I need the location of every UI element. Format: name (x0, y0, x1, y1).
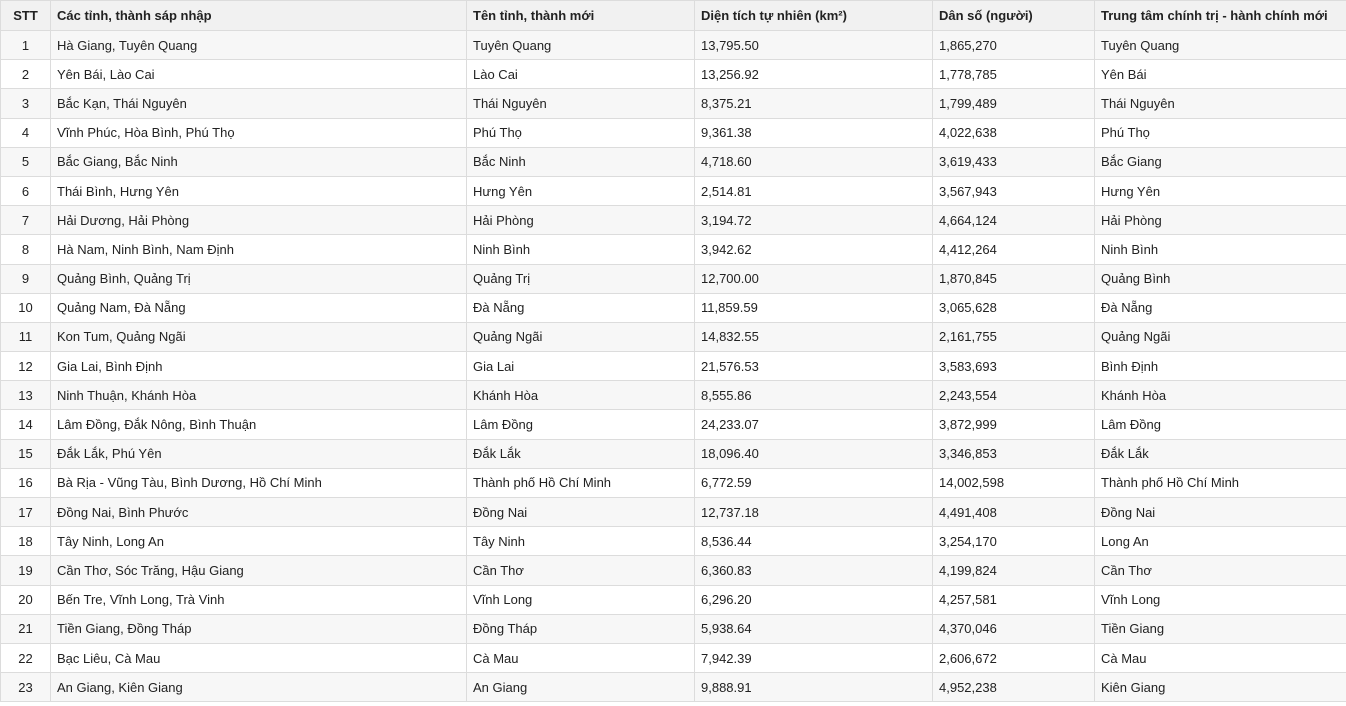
cell-stt: 5 (1, 147, 51, 176)
cell-admin-center: Cần Thơ (1095, 556, 1346, 585)
header-row (1, 1, 1346, 31)
cell-population: 4,199,824 (933, 556, 1095, 585)
cell-stt: 12 (1, 352, 51, 381)
cell-population: 1,865,270 (933, 31, 1095, 60)
cell-admin-center: Thành phố Hồ Chí Minh (1095, 468, 1346, 497)
cell-population: 1,799,489 (933, 89, 1095, 118)
cell-merged-provinces: Đắk Lắk, Phú Yên (51, 439, 467, 468)
cell-merged-provinces: Đồng Nai, Bình Phước (51, 498, 467, 527)
table-row (1, 264, 1346, 293)
cell-merged-provinces: Bạc Liêu, Cà Mau (51, 643, 467, 672)
cell-new-name: Đồng Nai (467, 498, 695, 527)
cell-admin-center: Đà Nẵng (1095, 293, 1346, 322)
table-row (1, 31, 1346, 60)
cell-population: 2,606,672 (933, 643, 1095, 672)
cell-stt: 18 (1, 527, 51, 556)
cell-area: 8,555.86 (695, 381, 933, 410)
header-stt: STT (1, 1, 51, 31)
cell-population: 4,022,638 (933, 118, 1095, 147)
cell-new-name: Hải Phòng (467, 206, 695, 235)
cell-stt: 4 (1, 118, 51, 147)
cell-population: 4,664,124 (933, 206, 1095, 235)
cell-merged-provinces: Quảng Bình, Quảng Trị (51, 264, 467, 293)
cell-stt: 6 (1, 176, 51, 205)
cell-stt: 2 (1, 60, 51, 89)
cell-area: 3,942.62 (695, 235, 933, 264)
table-row (1, 293, 1346, 322)
cell-new-name: Lâm Đồng (467, 410, 695, 439)
cell-merged-provinces: Cần Thơ, Sóc Trăng, Hậu Giang (51, 556, 467, 585)
cell-merged-provinces: Bắc Kạn, Thái Nguyên (51, 89, 467, 118)
cell-population: 1,778,785 (933, 60, 1095, 89)
table-row (1, 498, 1346, 527)
cell-stt: 21 (1, 614, 51, 643)
table-row (1, 643, 1346, 672)
table-row (1, 352, 1346, 381)
cell-stt: 9 (1, 264, 51, 293)
table-header (1, 1, 1346, 31)
cell-new-name: Bắc Ninh (467, 147, 695, 176)
cell-merged-provinces: Ninh Thuận, Khánh Hòa (51, 381, 467, 410)
cell-population: 3,065,628 (933, 293, 1095, 322)
cell-new-name: Thái Nguyên (467, 89, 695, 118)
cell-merged-provinces: Hải Dương, Hải Phòng (51, 206, 467, 235)
cell-new-name: Hưng Yên (467, 176, 695, 205)
header-merged-provinces: Các tỉnh, thành sáp nhập (51, 1, 467, 31)
cell-stt: 7 (1, 206, 51, 235)
cell-area: 14,832.55 (695, 322, 933, 351)
header-population: Dân số (người) (933, 1, 1095, 31)
cell-new-name: Cần Thơ (467, 556, 695, 585)
cell-admin-center: Hải Phòng (1095, 206, 1346, 235)
cell-new-name: Tuyên Quang (467, 31, 695, 60)
cell-new-name: Phú Thọ (467, 118, 695, 147)
cell-merged-provinces: Bến Tre, Vĩnh Long, Trà Vinh (51, 585, 467, 614)
cell-population: 4,491,408 (933, 498, 1095, 527)
cell-admin-center: Phú Thọ (1095, 118, 1346, 147)
cell-new-name: Quảng Ngãi (467, 322, 695, 351)
header-area: Diện tích tự nhiên (km²) (695, 1, 933, 31)
cell-stt: 3 (1, 89, 51, 118)
cell-admin-center: Long An (1095, 527, 1346, 556)
cell-area: 6,296.20 (695, 585, 933, 614)
cell-new-name: Quảng Trị (467, 264, 695, 293)
cell-population: 2,243,554 (933, 381, 1095, 410)
cell-population: 3,872,999 (933, 410, 1095, 439)
table-row (1, 585, 1346, 614)
cell-new-name: Lào Cai (467, 60, 695, 89)
cell-merged-provinces: Yên Bái, Lào Cai (51, 60, 467, 89)
cell-population: 3,583,693 (933, 352, 1095, 381)
header-admin-center: Trung tâm chính trị - hành chính mới (1095, 1, 1346, 31)
cell-admin-center: Đồng Nai (1095, 498, 1346, 527)
cell-admin-center: Bắc Giang (1095, 147, 1346, 176)
cell-stt: 14 (1, 410, 51, 439)
table-row (1, 206, 1346, 235)
cell-stt: 15 (1, 439, 51, 468)
cell-stt: 22 (1, 643, 51, 672)
cell-new-name: Vĩnh Long (467, 585, 695, 614)
cell-admin-center: Cà Mau (1095, 643, 1346, 672)
table-row (1, 468, 1346, 497)
cell-admin-center: Kiên Giang (1095, 673, 1346, 702)
cell-area: 7,942.39 (695, 643, 933, 672)
cell-stt: 11 (1, 322, 51, 351)
cell-merged-provinces: An Giang, Kiên Giang (51, 673, 467, 702)
cell-area: 8,375.21 (695, 89, 933, 118)
cell-area: 6,772.59 (695, 468, 933, 497)
cell-stt: 20 (1, 585, 51, 614)
table-row (1, 410, 1346, 439)
table-row (1, 60, 1346, 89)
cell-admin-center: Yên Bái (1095, 60, 1346, 89)
cell-stt: 19 (1, 556, 51, 585)
cell-area: 5,938.64 (695, 614, 933, 643)
cell-population: 2,161,755 (933, 322, 1095, 351)
cell-merged-provinces: Bà Rịa - Vũng Tàu, Bình Dương, Hồ Chí Minh (51, 468, 467, 497)
cell-area: 6,360.83 (695, 556, 933, 585)
cell-population: 14,002,598 (933, 468, 1095, 497)
table-row (1, 176, 1346, 205)
cell-area: 3,194.72 (695, 206, 933, 235)
cell-admin-center: Lâm Đồng (1095, 410, 1346, 439)
cell-merged-provinces: Bắc Giang, Bắc Ninh (51, 147, 467, 176)
cell-new-name: Thành phố Hồ Chí Minh (467, 468, 695, 497)
cell-population: 4,952,238 (933, 673, 1095, 702)
cell-stt: 10 (1, 293, 51, 322)
cell-merged-provinces: Kon Tum, Quảng Ngãi (51, 322, 467, 351)
table-row (1, 527, 1346, 556)
cell-merged-provinces: Quảng Nam, Đà Nẵng (51, 293, 467, 322)
cell-new-name: Khánh Hòa (467, 381, 695, 410)
cell-merged-provinces: Hà Nam, Ninh Bình, Nam Định (51, 235, 467, 264)
cell-area: 11,859.59 (695, 293, 933, 322)
cell-population: 1,870,845 (933, 264, 1095, 293)
cell-new-name: Gia Lai (467, 352, 695, 381)
table-row (1, 235, 1346, 264)
cell-admin-center: Ninh Bình (1095, 235, 1346, 264)
cell-merged-provinces: Lâm Đồng, Đắk Nông, Bình Thuận (51, 410, 467, 439)
cell-admin-center: Khánh Hòa (1095, 381, 1346, 410)
table-row (1, 673, 1346, 702)
cell-merged-provinces: Vĩnh Phúc, Hòa Bình, Phú Thọ (51, 118, 467, 147)
cell-merged-provinces: Thái Bình, Hưng Yên (51, 176, 467, 205)
cell-area: 13,795.50 (695, 31, 933, 60)
cell-new-name: Tây Ninh (467, 527, 695, 556)
cell-population: 4,412,264 (933, 235, 1095, 264)
cell-area: 4,718.60 (695, 147, 933, 176)
cell-area: 8,536.44 (695, 527, 933, 556)
cell-merged-provinces: Tây Ninh, Long An (51, 527, 467, 556)
cell-merged-provinces: Gia Lai, Bình Định (51, 352, 467, 381)
cell-population: 3,254,170 (933, 527, 1095, 556)
cell-area: 9,888.91 (695, 673, 933, 702)
cell-admin-center: Đắk Lắk (1095, 439, 1346, 468)
table-row (1, 439, 1346, 468)
cell-area: 9,361.38 (695, 118, 933, 147)
table-row (1, 89, 1346, 118)
cell-admin-center: Quảng Ngãi (1095, 322, 1346, 351)
cell-admin-center: Thái Nguyên (1095, 89, 1346, 118)
cell-area: 24,233.07 (695, 410, 933, 439)
cell-new-name: Đà Nẵng (467, 293, 695, 322)
cell-area: 18,096.40 (695, 439, 933, 468)
cell-merged-provinces: Hà Giang, Tuyên Quang (51, 31, 467, 60)
cell-admin-center: Quảng Bình (1095, 264, 1346, 293)
table-row (1, 381, 1346, 410)
cell-stt: 17 (1, 498, 51, 527)
cell-admin-center: Bình Định (1095, 352, 1346, 381)
table-row (1, 118, 1346, 147)
cell-area: 12,700.00 (695, 264, 933, 293)
table-row (1, 556, 1346, 585)
cell-stt: 23 (1, 673, 51, 702)
cell-population: 4,257,581 (933, 585, 1095, 614)
cell-area: 2,514.81 (695, 176, 933, 205)
cell-admin-center: Vĩnh Long (1095, 585, 1346, 614)
cell-population: 3,567,943 (933, 176, 1095, 205)
cell-area: 21,576.53 (695, 352, 933, 381)
table-row (1, 147, 1346, 176)
table-row (1, 322, 1346, 351)
cell-population: 3,619,433 (933, 147, 1095, 176)
cell-stt: 13 (1, 381, 51, 410)
cell-stt: 1 (1, 31, 51, 60)
cell-new-name: Cà Mau (467, 643, 695, 672)
header-new-name: Tên tỉnh, thành mới (467, 1, 695, 31)
cell-admin-center: Hưng Yên (1095, 176, 1346, 205)
cell-stt: 8 (1, 235, 51, 264)
cell-area: 13,256.92 (695, 60, 933, 89)
cell-population: 4,370,046 (933, 614, 1095, 643)
cell-new-name: Đắk Lắk (467, 439, 695, 468)
cell-new-name: An Giang (467, 673, 695, 702)
cell-admin-center: Tiền Giang (1095, 614, 1346, 643)
cell-stt: 16 (1, 468, 51, 497)
cell-admin-center: Tuyên Quang (1095, 31, 1346, 60)
table-row (1, 614, 1346, 643)
cell-merged-provinces: Tiền Giang, Đồng Tháp (51, 614, 467, 643)
cell-population: 3,346,853 (933, 439, 1095, 468)
table-body (1, 31, 1346, 702)
cell-new-name: Đồng Tháp (467, 614, 695, 643)
cell-area: 12,737.18 (695, 498, 933, 527)
cell-new-name: Ninh Bình (467, 235, 695, 264)
